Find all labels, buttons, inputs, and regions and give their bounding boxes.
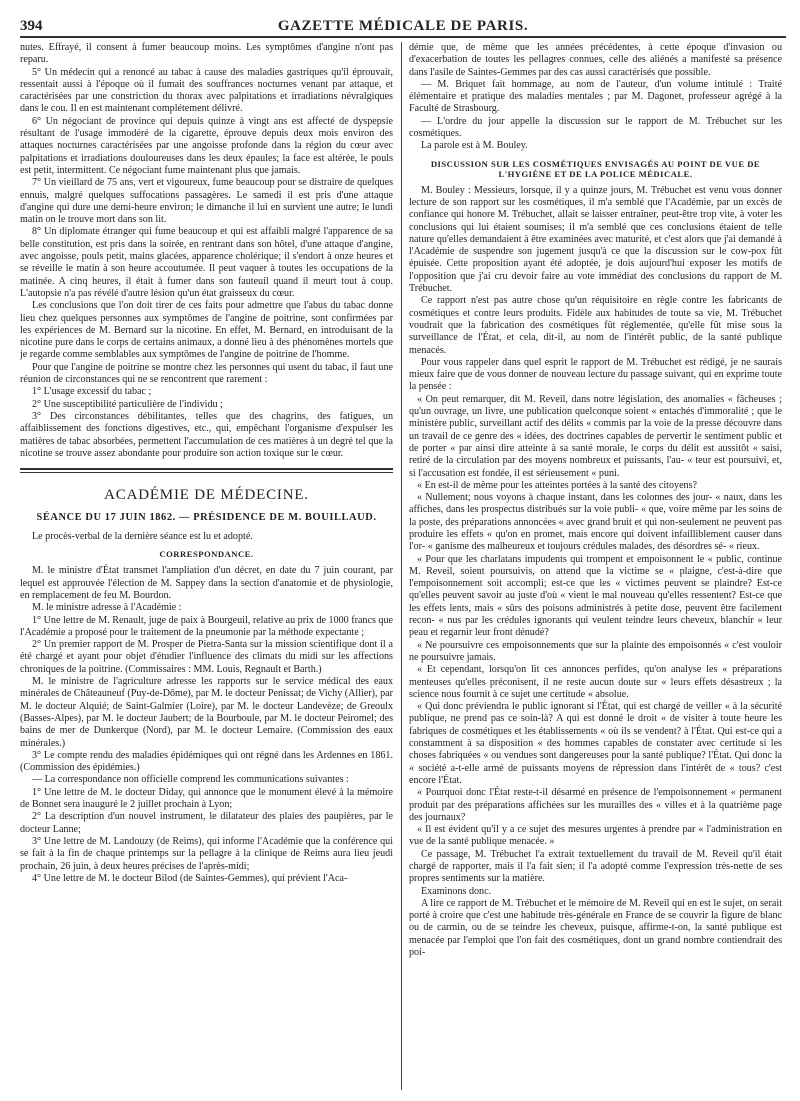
conditions-paragraph: Pour que l'angine de poitrine se montre chez les personnes qui usent du tabac, il faut une réunion de circonstances qui ne se rencontrent que rarement : xyxy=(20,361,393,386)
page-header xyxy=(20,10,786,38)
paragraph: Ce rapport n'est pas autre chose qu'un réquisitoire en règle contre les fabricants de cosmétiques et contre leurs produits. Fidèle aux habitudes de toute sa vie, M. Trébuchet voudrait que la fabrication des cosmétiques fût réglementée, qu'elle fût mise sous la surveillance de l'État, et cela, dit-il, au nom de l'intérêt public, de la santé publique menacés. xyxy=(409,295,782,356)
conclusions-paragraph: Les conclusions que l'on doit tirer de ces faits pour admettre que l'abus du tabac donne lieu chez quelques personnes aux symptômes de l'angine de poitrine, sont confirmées par les expériences de M. Bernard sur la nicotine. En effet, M. Bernard, en introduisant de la nicotine pure dans le corps de certains animaux, a donné lieu à des phénomènes mortels que je regarde comme semblables aux symptômes de l'angine de poitrine de l'homme. xyxy=(20,300,393,361)
left-column xyxy=(20,42,393,1090)
quote-paragraph: « En est-il de même pour les atteintes portées à la santé des citoyens? xyxy=(417,479,698,491)
correspondance-item: 3° Une lettre de M. Landouzy (de Reims), qui informe l'Académie que la conférence qui se fait à la fin de chaque printemps sur la pellagre à la clinique de Reims aura lieu jeudi prochain, 26 juin, à deux heures précises de l'après-midi; xyxy=(20,835,393,872)
correspondance-item: M. le ministre adresse à l'Académie : xyxy=(32,602,182,614)
quote-paragraph: « Pour que les charlatans impudents qui trompent et empoisonnent le « public, continue M. Reveil, soient poursuivis, on attend que la victime se « plaigne, c'est-à-dire que l'empoisonnement soit accompli; est-ce que les « victimes peuvent se plaindre? Est-ce qu'elles peuvent savoir au juste d'où « vient le mal nouveau qu'elles ressentent? Est-ce que les effets lents, mais « sûrs des poisons administrés à petite dose, peuvent être facilement recon- « nus par les crédules ignorants qui veulent teindre leurs cheveux, blanchir « leur peau et regarnir leur front dénudé? xyxy=(409,553,782,639)
case-8: 8° Un diplomate étranger qui fume beaucoup et qui est affaibli malgré l'apparence de sa belle constitution, est pris dans la soirée, en rentrant dans son hôtel, d'une attaque d'angine, avec angoisse, pouls petit, mains glacées, apparence cholérique; il s'endort à onze heures et se réveille le matin à son heure accoutumée. Il peut vaquer à toutes les occupations de la matinée. A cinq heures, il était à fumer dans son fauteuil quand il meurt tout à coup. L'autopsie n'a pas révélé d'autre lésion qu'un état graisseux du cœur. xyxy=(20,226,393,299)
paragraph: — L'ordre du jour appelle la discussion sur le rapport de M. Trébuchet sur les cosmétiques. xyxy=(409,115,782,140)
correspondance-item: 1° Une lettre de M. le docteur Diday, qui annonce que le monument élevé à la mémoire de Bonnet sera inauguré le 2 juillet prochain à Lyon; xyxy=(20,786,393,811)
section-title: ACADÉMIE DE MÉDECINE. xyxy=(104,487,309,504)
column-rule xyxy=(401,42,402,1090)
discussion-heading: DISCUSSION SUR LES COSMÉTIQUES ENVISAGÉS AU POINT DE VUE DE L'HYGIÈNE ET DE LA POLICE MÉDICALE. xyxy=(430,158,761,179)
correspondance-item: M. le ministre de l'agriculture adresse les rapports sur le service médical des eaux minérales de Châteauneuf (Puy-de-Dôme), par M. le docteur Penissat; de Vichy (Allier), par M. le docteur Alquié; de Saint-Galmier (Loire), par M. le docteur Landevèze; de Greoulx (Basses-Alpes), par M. le docteur Jaubert; de la Bourboule, par M. le docteur Peiromel; des bains de mer de Dunkerque (Nord), par M. le docteur Lemaire. (Commission des eaux minérales.) xyxy=(20,676,393,749)
condition-item: 3° Des circonstances débilitantes, telles que des chagrins, des fatigues, un affaiblissement des fonctions digestives, etc., qui, empêchant l'organisme d'expulser les matières de tabac absorbées, permettent l'accumulation de ces matières à un degré tel que la nicotine se trouve assez abondante pour produire son action toxique sur le cœur. xyxy=(20,410,393,459)
paragraph: Pour vous rappeler dans quel esprit le rapport de M. Trébuchet est rédigé, je ne saurais mieux faire que de vous donner de nouveau lecture du passage suivant, qui en exprime toute la pensée : xyxy=(409,356,782,393)
correspondance-item: 4° Une lettre de M. le docteur Bilod (de Saintes-Gemmes), qui prévient l'Aca- xyxy=(32,872,348,884)
case-5: 5° Un médecin qui a renoncé au tabac à cause des maladies gastriques qu'il éprouvait, ressentait aussi à l'époque où il fumait des souffrances nocturnes venant par attaque, et caractérisées par une constriction du thorax avec palpitations et irradiations névralgiques dans le cou. Il en est maintenant complétement délivré. xyxy=(20,66,393,115)
quote-paragraph: « Et cependant, lorsqu'on lit ces annonces perfides, qu'on analyse les « préparations menteuses qu'elles préconisent, il ne reste aucun doute sur « leurs effets désastreux ; la science nous fournit à ce sujet une certitude « absolue. xyxy=(409,664,782,700)
condition-item: 1° L'usage excessif du tabac ; xyxy=(32,386,152,398)
paragraph: M. Bouley : Messieurs, lorsque, il y a quinze jours, M. Trébuchet est venu vous donner lecture de son rapport sur les cosmétiques, il m'a semblé que l'Académie, par un excès de confiance qui honore M. Trébuchet, allait se laisser entraîner, peut-être trop vite, à voter les conclusions qui lui étaient soumises; il m'a semblé que ces conclusions étaient de telle nature qu'elles demandaient à être examinées avec maturité, et c'est alors que j'ai demandé à l'Académie de suspendre son jugement jusqu'à ce que la discussion sur le cow-pox fût épuisée. Cette proposition ayant été adoptée, je dois aujourd'hui exposer les motifs de l'opposition que j'ai cru devoir faire au vote immédiat des conclusions du rapport de M. Trébuchet. xyxy=(409,184,782,295)
journal-page xyxy=(20,10,786,1093)
correspondance-item: — La correspondance non officielle comprend les communications suivantes : xyxy=(32,774,349,786)
quote-paragraph: « Il est évident qu'il y a ce sujet des mesures urgentes à prendre par « l'administration en vue de la santé publique menacée. » xyxy=(409,824,782,848)
quote-paragraph: « Ne poursuivre ces empoisonnements que sur la plainte des empoisonnés « c'est vouloir ne poursuivre jamais. xyxy=(409,639,782,663)
quote-paragraph: « Nullement; nous voyons à chaque instant, dans les colonnes des jour- « naux, dans les affiches, dans les prospectus distribués sur la voie publi- « que, voire même par les soins de la poste, des préparations annoncées « avec grand bruit et qui non-seulement ne peuvent pas produire les effets « qu'on en promet, mais encore qui doivent infailliblement causer dans l'or- « ganisme des malheureux et toujours crédules malades, des désordres sé- « rieux. xyxy=(409,492,782,553)
case-7: 7° Un vieillard de 75 ans, vert et vigoureux, fume beaucoup pour se distraire de quelques ennuis, malgré quelques suffocations passagères. Le samedi il est pris d'une attaque d'angine qui dure une demi-heure environ; le dimanche il lui en survient une autre; le lundi matin on le trouve mort dans son lit. xyxy=(20,177,393,226)
paragraph: nutes. Effrayé, il consent à fumer beaucoup moins. Les symptômes d'angine n'ont pas reparu. xyxy=(20,42,393,66)
case-6: 6° Un négociant de province qui depuis quinze à vingt ans est affecté de dyspepsie résultant de l'usage immodéré de la cigarette, éprouve depuis deux mois environ des attaques nocturnes caractérisées par une angoisse profonde dans la région du cœur avec palpitations et irradiations douloureuses dans les deux épaules; la face est altérée, le pouls est petit, intermittent. Ce négociant fume maintenant plus que jamais. xyxy=(20,115,393,176)
paragraph: — M. Briquet fait hommage, au nom de l'auteur, d'un volume intitulé : Traité élémentaire et pratique des maladies mentales ; par M. Dagonet, professeur agrégé à la Faculté de Strasbourg. xyxy=(409,78,782,115)
quote-paragraph: « Qui donc préviendra le public ignorant si l'État, qui est chargé de veiller « à la sécurité publique, ne prend pas ce soin-là? A qui est donné le droit « de visiter à toute heure les fabriques de cosmétiques et les établissements « où ils se vendent? à l'État. Qui est-ce qui a constamment à sa disposition « des hommes capables de constater avec certitude si les choses fabriquées « ou vendues sont dangereuses pour la santé publique? l'État. Qui donc la « société a-t-elle armé de puissants moyens de répression dans l'intérêt de « tous? c'est encore l'État. xyxy=(409,701,782,786)
paragraph: Examinons donc. xyxy=(421,885,492,897)
correspondance-item: M. le ministre d'État transmet l'ampliation d'un décret, en date du 7 juin courant, par lequel est approuvée l'élection de M. Sappey dans la section d'anatomie et de physiologie, en remplacement de feu M. Bourdon. xyxy=(20,565,393,601)
correspondance-heading: CORRESPONDANCE. xyxy=(159,549,254,560)
correspondance-item: 2° Un premier rapport de M. Prosper de Pietra-Santa sur la mission scientifique dont il a été chargé et ayant pour objet d'étudier l'influence des climats du midi sur les affections chroniques de la poitrine. (Commissaires : MM. Louis, Regnault et Barth.) xyxy=(20,639,393,675)
journal-title: GAZETTE MÉDICALE DE PARIS. xyxy=(277,18,529,34)
correspondance-item: 2° La description d'un nouvel instrument, le dilatateur des plaies des paupières, par le docteur Lanne; xyxy=(20,811,393,835)
paragraph: démie que, de même que les années précédentes, à cette époque d'invasion ou d'exacerbation de toutes les pellagres connues, celle des aliénés a manifesté sa présence dans l'asile de Saintes-Gemmes par des cas aussi caractérisés que possible. xyxy=(409,42,782,78)
paragraph: A lire ce rapport de M. Trébuchet et le mémoire de M. Reveil qui en est le sujet, on serait porté à croire que c'est une habitude très-générale en France de se couvrir la figure de blanc ou de carmin, ou de se teindre les cheveux, puisque, affirme-t-on, la santé publique est menacée par l'emploi que l'on fait des cosmétiques, dont un grand nombre contiendrait des poi- xyxy=(409,897,782,959)
seance-heading: SÉANCE DU 17 JUIN 1862. — PRÉSIDENCE DE M. BOUILLAUD. xyxy=(36,512,377,524)
right-column xyxy=(409,42,782,1090)
correspondance-item: 3° Le compte rendu des maladies épidémiques qui ont régné dans les Ardennes en 1861. (Commission des épidémies.) xyxy=(20,749,393,774)
proces-verbal: Le procès-verbal de la dernière séance est lu et adopté. xyxy=(32,531,253,543)
correspondance-item: 1° Une lettre de M. Renault, juge de paix à Bourgeuil, relative au prix de 1000 francs que l'Académie a proposé pour le traitement de la pneumonie par la méthode expectante ; xyxy=(20,614,393,638)
quoted-passage xyxy=(409,394,782,849)
paragraph: La parole est à M. Bouley. xyxy=(421,140,528,152)
condition-item: 2° Une susceptibilité particulière de l'individu ; xyxy=(32,398,223,410)
quote-paragraph: « On peut remarquer, dit M. Reveil, dans notre législation, des anomalies « fâcheuses ; qu'un ouvrage, un livre, une publication quelconque soient « entachés d'immoralité ; que le ministère public, surveillant actif des délits « commis par la voie de la presse découvre dans un travail de ce genre des « idées, des doctrines capables de pervertir le sentiment public et de porter « par ainsi dire atteinte à sa santé morale, le corps du délit est aussitôt « saisi, retiré de la circulation par des moyens nombreux et puissants, l'au- « teur est poursuivi, et, si l'accusation est fondée, il est sérieusement « puni. xyxy=(409,393,782,479)
two-column-body xyxy=(20,42,786,1090)
section-divider xyxy=(20,468,393,470)
quote-paragraph: « Pourquoi donc l'État reste-t-il désarmé en présence de l'empoisonnement « permanent produit par des préparations affichées sur les murailles des « villes et à la quatrième page des journaux? xyxy=(409,787,782,823)
paragraph: Ce passage, M. Trébuchet l'a extrait textuellement du travail de M. Reveil qu'il était chargé de rapporter, mais il l'a fait sien; il l'a adopté comme l'expression très-nette de ses propres sentiments sur la matière. xyxy=(409,848,782,885)
section-divider-thin xyxy=(20,472,393,473)
page-number: 394 xyxy=(20,18,43,34)
